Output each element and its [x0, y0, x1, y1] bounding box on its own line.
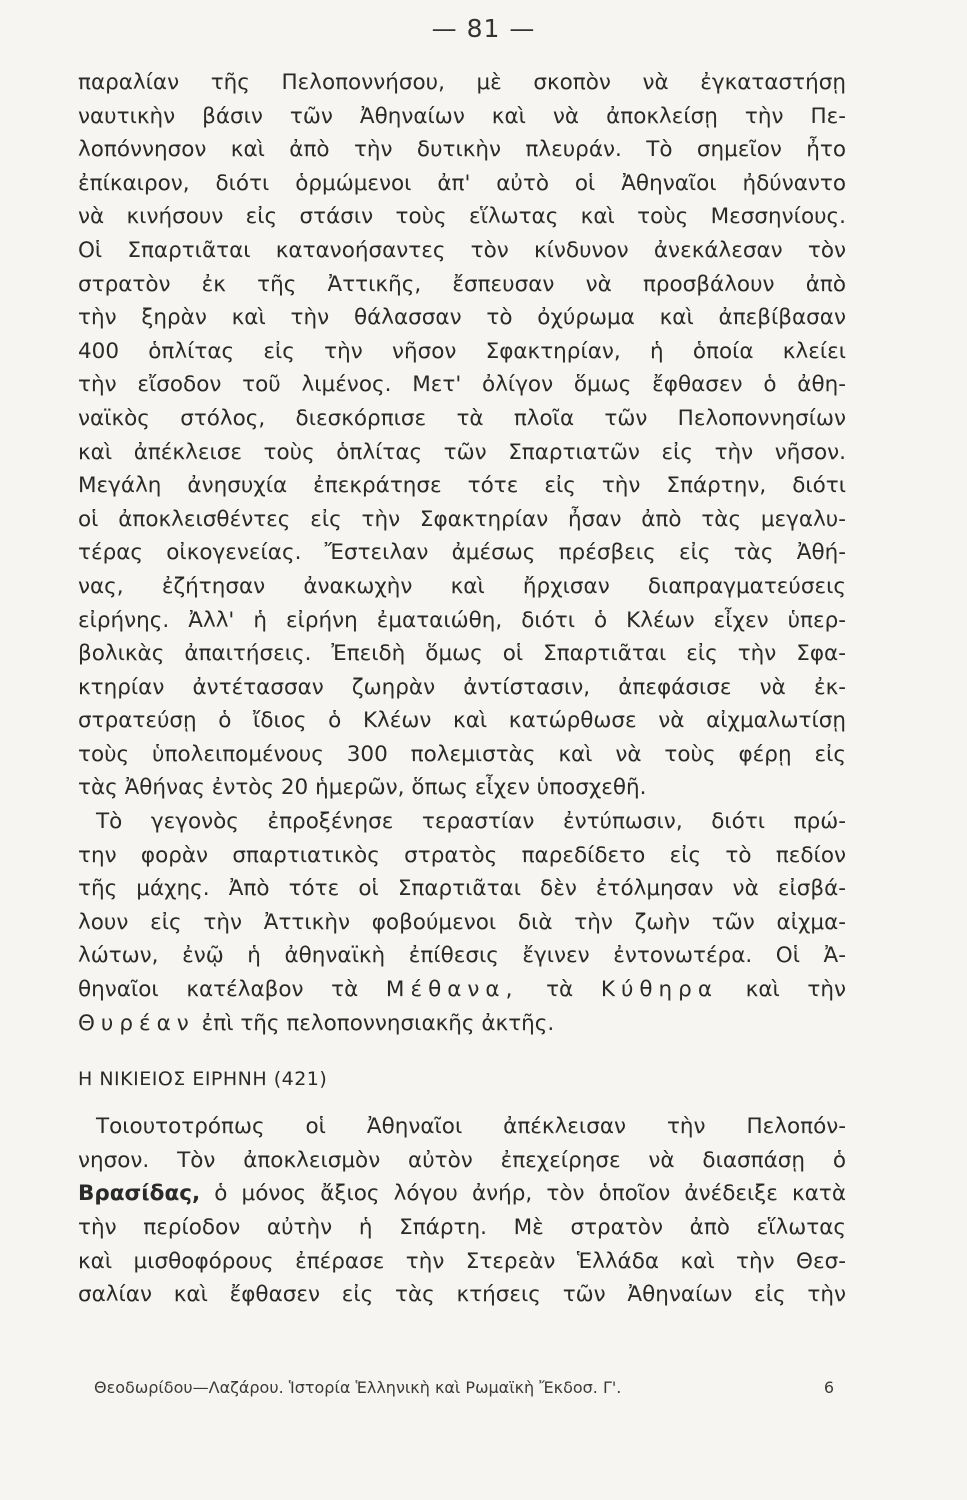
page-footer: [94, 1378, 834, 1397]
paragraph-3: [78, 1110, 846, 1312]
place-name-thyrea: Θυρέαν: [78, 1010, 195, 1036]
text-line-brasidas: [78, 1177, 846, 1211]
text-fragment: ὁ μόνος ἄξιος λόγου ἀνήρ, τὸν ὁποῖον ἀνέδειξε κατὰ: [200, 1181, 846, 1207]
text-line: Τοιουτοτρόπως οἱ Ἀθηναῖοι ἀπέκλεισαν τὴν Πελοπόν-: [96, 1114, 846, 1140]
footer-citation: Θεοδωρίδου—Λαζάρου. Ἱστορία Ἑλληνικὴ καὶ Ρωμαϊκὴ Ἔκδοσ. Γ'.: [94, 1378, 622, 1397]
text-fragment: θηναῖοι κατέλαβον τὰ: [78, 977, 386, 1003]
text-line: Τὸ γεγονὸς ἐπροξένησε τεραστίαν ἐντύπωσιν, διότι πρώ-: [96, 809, 846, 835]
text-line: νὰ κινήσουν εἰς στάσιν τοὺς εἵλωτας καὶ τοὺς Μεσσηνίους.: [78, 204, 846, 230]
paragraph-2: [78, 805, 846, 1040]
place-name-kythera: Κύθηρα: [600, 977, 718, 1003]
text-line: τοὺς ὑπολειπομένους 300 πολεμιστὰς καὶ νὰ τοὺς φέρῃ εἰς: [78, 741, 846, 767]
text-line: λουν εἰς τὴν Ἀττικὴν φοβούμενοι διὰ τὴν ζωὴν τῶν αἰχμα-: [78, 909, 846, 935]
page-number: — 81 —: [431, 14, 536, 43]
text-line: οἱ ἀποκλεισθέντες εἰς τὴν Σφακτηρίαν ἦσαν ἀπὸ τὰς μεγαλυ-: [78, 506, 846, 532]
section-heading: Η ΝΙΚΙΕΙΟΣ ΕΙΡΗΝΗ (421): [78, 1068, 328, 1091]
text-line: καὶ ἀπέκλεισε τοὺς ὁπλίτας τῶν Σπαρτιατῶν εἰς τὴν νῆσον.: [78, 439, 846, 465]
text-line: Οἱ Σπαρτιᾶται κατανοήσαντες τὸν κίνδυνον ἀνεκάλεσαν τὸν: [78, 237, 846, 263]
text-line: ἐπίκαιρον, διότι ὁρμώμενοι ἀπ' αὐτὸ οἱ Ἀθηναῖοι ἠδύναντο: [78, 170, 846, 196]
text-line: την φορὰν σπαρτιατικὸς στρατὸς παρεδίδετο εἰς τὸ πεδίον: [78, 842, 846, 868]
text-line: παραλίαν τῆς Πελοποννήσου, μὲ σκοπὸν νὰ ἐγκαταστήσῃ: [78, 70, 846, 95]
text-line: λοπόννησον καὶ ἀπὸ τὴν δυτικὴν πλευράν. Τὸ σημεῖον ἦτο: [78, 137, 846, 163]
text-fragment: καὶ τὴν: [718, 977, 846, 1003]
text-line: ναυτικὴν βάσιν τῶν Ἀθηναίων καὶ νὰ ἀποκλείσῃ τὴν Πε-: [78, 103, 846, 129]
text-line-place-names: [78, 973, 846, 1007]
signature-mark: 6: [823, 1378, 834, 1397]
text-line: τέρας οἰκογενείας. Ἔστειλαν ἀμέσως πρέσβεις εἰς τὰς Ἀθή-: [78, 540, 846, 566]
text-line: τὴν εἴσοδον τοῦ λιμένος. Μετ' ὀλίγον ὅμως ἔφθασεν ὁ ἀθη-: [78, 372, 846, 398]
text-line: σαλίαν καὶ ἔφθασεν εἰς τὰς κτήσεις τῶν Ἀθηναίων εἰς τὴν: [78, 1282, 846, 1308]
text-line: καὶ μισθοφόρους ἐπέρασε τὴν Στερεὰν Ἑλλάδα καὶ τὴν Θεσ-: [78, 1248, 846, 1274]
text-line: τὴν ξηρὰν καὶ τὴν θάλασσαν τὸ ὀχύρωμα καὶ ἀπεβίβασαν: [78, 305, 846, 331]
body-text: [78, 66, 846, 1312]
text-line: κτηρίαν ἀντέτασσαν ζωηρὰν ἀντίστασιν, ἀπεφάσισε νὰ ἐκ-: [78, 674, 846, 700]
name-brasidas: Βρασίδας,: [78, 1181, 201, 1207]
text-line: 400 ὁπλίτας εἰς τὴν νῆσον Σφακτηρίαν, ἡ ὁποία κλείει: [78, 338, 846, 364]
place-name-methana: Μέθανα,: [385, 977, 519, 1003]
text-line-place-names: [78, 1007, 846, 1041]
text-line: νησον. Τὸν ἀποκλεισμὸν αὐτὸν ἐπεχείρησε νὰ διασπάσῃ ὁ: [78, 1147, 846, 1173]
text-line: τὰς Ἀθήνας ἐντὸς 20 ἡμερῶν, ὅπως εἶχεν ὑποσχεθῆ.: [78, 775, 647, 801]
text-line: βολικὰς ἀπαιτήσεις. Ἐπειδὴ ὅμως οἱ Σπαρτιᾶται εἰς τὴν Σφα-: [78, 641, 846, 667]
text-line: τὴν περίοδον αὐτὴν ἡ Σπάρτη. Μὲ στρατὸν ἀπὸ εἵλωτας: [78, 1215, 846, 1240]
text-fragment: ἐπὶ τῆς πελοποννησιακῆς ἀκτῆς.: [194, 1010, 555, 1036]
text-fragment: τὰ: [518, 977, 601, 1003]
text-line: λώτων, ἐνῷ ἡ ἀθηναϊκὴ ἐπίθεσις ἔγινεν ἐντονωτέρα. Οἱ Ἀ-: [78, 943, 846, 969]
text-line: στρατὸν ἐκ τῆς Ἀττικῆς, ἔσπευσαν νὰ προσβάλουν ἀπὸ: [78, 271, 846, 297]
text-line: εἰρήνης. Ἀλλ' ἡ εἰρήνη ἐματαιώθη, διότι ὁ Κλέων εἶχεν ὑπερ-: [78, 607, 846, 633]
text-line: τῆς μάχης. Ἀπὸ τότε οἱ Σπαρτιᾶται δὲν ἐτόλμησαν νὰ εἰσβά-: [78, 876, 846, 902]
paragraph-1: [78, 66, 846, 805]
text-line: στρατεύσῃ ὁ ἴδιος ὁ Κλέων καὶ κατώρθωσε νὰ αἰχμαλωτίσῃ: [78, 708, 846, 734]
text-line: Μεγάλη ἀνησυχία ἐπεκράτησε τότε εἰς τὴν Σπάρτην, διότι: [78, 473, 846, 499]
text-line: ναϊκὸς στόλος, διεσκόρπισε τὰ πλοῖα τῶν Πελοποννησίων: [78, 405, 846, 431]
text-line: νας, ἐζήτησαν ἀνακωχὴν καὶ ἤρχισαν διαπραγματεύσεις: [78, 573, 846, 599]
